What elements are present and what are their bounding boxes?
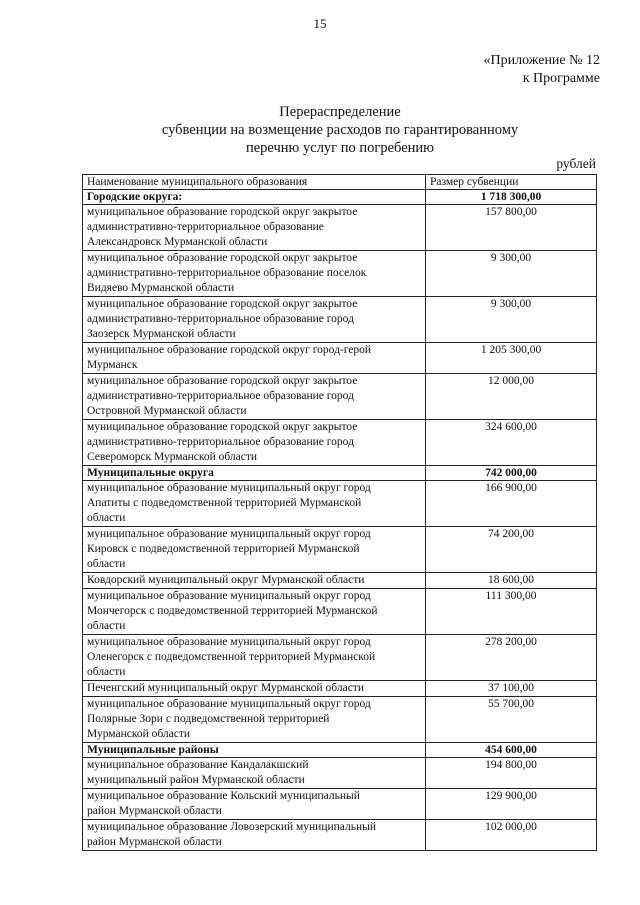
municipality-name-line: Александровск Мурманской области — [87, 236, 268, 248]
municipality-name-line: муниципальное образование муниципальный округ город — [87, 698, 371, 710]
title-line-2: субвенции на возмещение расходов по гарантированному — [161, 122, 519, 138]
municipality-name-line: муниципальное образование муниципальный округ город — [87, 482, 371, 494]
table-row — [83, 343, 597, 374]
table-row — [83, 589, 597, 635]
municipality-name-line: район Мурманской области — [87, 805, 222, 817]
subvention-amount: 111 300,00 — [426, 589, 597, 635]
table-row — [83, 573, 597, 589]
municipality-name — [83, 681, 426, 697]
municipality-name-line: Мончегорск с подведомственной территорией Мурманской — [87, 605, 378, 617]
table-row — [83, 820, 597, 851]
municipality-name-line: муниципальное образование Кандалакшский — [87, 759, 309, 771]
municipality-name-line: Видяево Мурманской области — [87, 282, 235, 294]
municipality-name-line: Ковдорский муниципальный округ Мурманской области — [87, 574, 365, 586]
table-row — [83, 481, 597, 527]
municipality-name-line: Островной Мурманской области — [87, 405, 247, 417]
appendix-reference — [484, 52, 601, 88]
table-row — [83, 251, 597, 297]
municipality-name-line: административно-территориальное образование город — [87, 390, 354, 402]
municipality-name-line: административно-территориальное образование поселок — [87, 267, 367, 279]
municipality-name — [83, 789, 426, 820]
subvention-amount: 166 900,00 — [426, 481, 597, 527]
subvention-amount: 9 300,00 — [426, 297, 597, 343]
municipality-name-line: муниципальное образование городской округ закрытое — [87, 206, 358, 218]
group-row — [83, 466, 597, 481]
subvention-amount: 55 700,00 — [426, 697, 597, 743]
municipality-name-line: район Мурманской области — [87, 836, 222, 848]
group-total: 742 000,00 — [426, 466, 597, 481]
municipality-name — [83, 758, 426, 789]
title-line-1: Перераспределение — [279, 104, 401, 120]
table-row — [83, 681, 597, 697]
municipality-name — [83, 205, 426, 251]
group-name: Муниципальные округа — [83, 466, 426, 481]
subvention-amount: 1 205 300,00 — [426, 343, 597, 374]
document-title — [0, 103, 640, 157]
municipality-name — [83, 374, 426, 420]
header-amount: Размер субвенции — [426, 175, 597, 190]
municipality-name-line: области — [87, 620, 126, 632]
subvention-amount: 18 600,00 — [426, 573, 597, 589]
table-row — [83, 527, 597, 573]
municipality-name — [83, 251, 426, 297]
group-name: Муниципальные районы — [83, 743, 426, 758]
table-row — [83, 420, 597, 466]
table-row — [83, 758, 597, 789]
appendix-line-2: к Программе — [522, 71, 600, 86]
municipality-name-line: Мурманск — [87, 359, 138, 371]
group-total: 1 718 300,00 — [426, 190, 597, 205]
subvention-amount: 102 000,00 — [426, 820, 597, 851]
municipality-name-line: Апатиты с подведомственной территорией Мурманской — [87, 497, 362, 509]
table-row — [83, 205, 597, 251]
subvention-amount: 129 900,00 — [426, 789, 597, 820]
table-row — [83, 374, 597, 420]
municipality-name-line: муниципальное образование Кольский муниципальный — [87, 790, 360, 802]
municipality-name-line: муниципальное образование городской округ закрытое — [87, 375, 358, 387]
group-name: Городские округа: — [83, 190, 426, 205]
municipality-name-line: муниципальное образование Ловозерский муниципальный — [87, 821, 377, 833]
municipality-name-line: административно-территориальное образование город — [87, 313, 354, 325]
subvention-amount: 12 000,00 — [426, 374, 597, 420]
municipality-name — [83, 420, 426, 466]
municipality-name — [83, 589, 426, 635]
title-line-3: перечню услуг по погребению — [245, 140, 435, 156]
municipality-name — [83, 635, 426, 681]
municipality-name-line: Кировск с подведомственной территорией Мурманской — [87, 543, 360, 555]
table-row — [83, 697, 597, 743]
page-number: 15 — [313, 16, 327, 31]
municipality-name-line: муниципальное образование городской округ закрытое — [87, 298, 358, 310]
subvention-amount: 9 300,00 — [426, 251, 597, 297]
table-row — [83, 297, 597, 343]
municipality-name-line: муниципальное образование городской округ закрытое — [87, 421, 358, 433]
table-header-row — [83, 175, 597, 190]
municipality-name-line: области — [87, 558, 126, 570]
municipality-name-line: Полярные Зори с подведомственной территорией — [87, 713, 330, 725]
municipality-name-line: муниципальный район Мурманской области — [87, 774, 305, 786]
municipality-name — [83, 481, 426, 527]
municipality-name — [83, 573, 426, 589]
units-label: рублей — [556, 156, 596, 171]
municipality-name-line: Оленегорск с подведомственной территорией Мурманской — [87, 651, 376, 663]
municipality-name — [83, 820, 426, 851]
group-row — [83, 190, 597, 205]
municipality-name-line: административно-территориальное образование город — [87, 436, 354, 448]
municipality-name-line: муниципальное образование муниципальный округ город — [87, 636, 371, 648]
municipality-name-line: Заозерск Мурманской области — [87, 328, 236, 340]
table-row — [83, 789, 597, 820]
municipality-name-line: административно-территориальное образование — [87, 221, 324, 233]
municipality-name-line: области — [87, 512, 126, 524]
subvention-amount: 278 200,00 — [426, 635, 597, 681]
group-total: 454 600,00 — [426, 743, 597, 758]
municipality-name-line: муниципальное образование муниципальный округ город — [87, 590, 371, 602]
appendix-line-1: «Приложение № 12 — [483, 53, 600, 68]
municipality-name-line: муниципальное образование муниципальный округ город — [87, 528, 371, 540]
municipality-name — [83, 527, 426, 573]
municipality-name — [83, 697, 426, 743]
header-name: Наименование муниципального образования — [83, 175, 426, 190]
municipality-name-line: области — [87, 666, 126, 678]
subvention-amount: 37 100,00 — [426, 681, 597, 697]
municipality-name — [83, 297, 426, 343]
group-row — [83, 743, 597, 758]
subvention-amount: 194 800,00 — [426, 758, 597, 789]
subvention-amount: 157 800,00 — [426, 205, 597, 251]
subvention-table — [82, 174, 597, 851]
municipality-name-line: Мурманской области — [87, 728, 191, 740]
municipality-name-line: муниципальное образование городской округ закрытое — [87, 252, 358, 264]
municipality-name-line: Североморск Мурманской области — [87, 451, 258, 463]
municipality-name-line: Печенгский муниципальный округ Мурманской области — [87, 682, 364, 694]
municipality-name — [83, 343, 426, 374]
table-row — [83, 635, 597, 681]
subvention-amount: 74 200,00 — [426, 527, 597, 573]
subvention-amount: 324 600,00 — [426, 420, 597, 466]
municipality-name-line: муниципальное образование городской округ город-герой — [87, 344, 372, 356]
